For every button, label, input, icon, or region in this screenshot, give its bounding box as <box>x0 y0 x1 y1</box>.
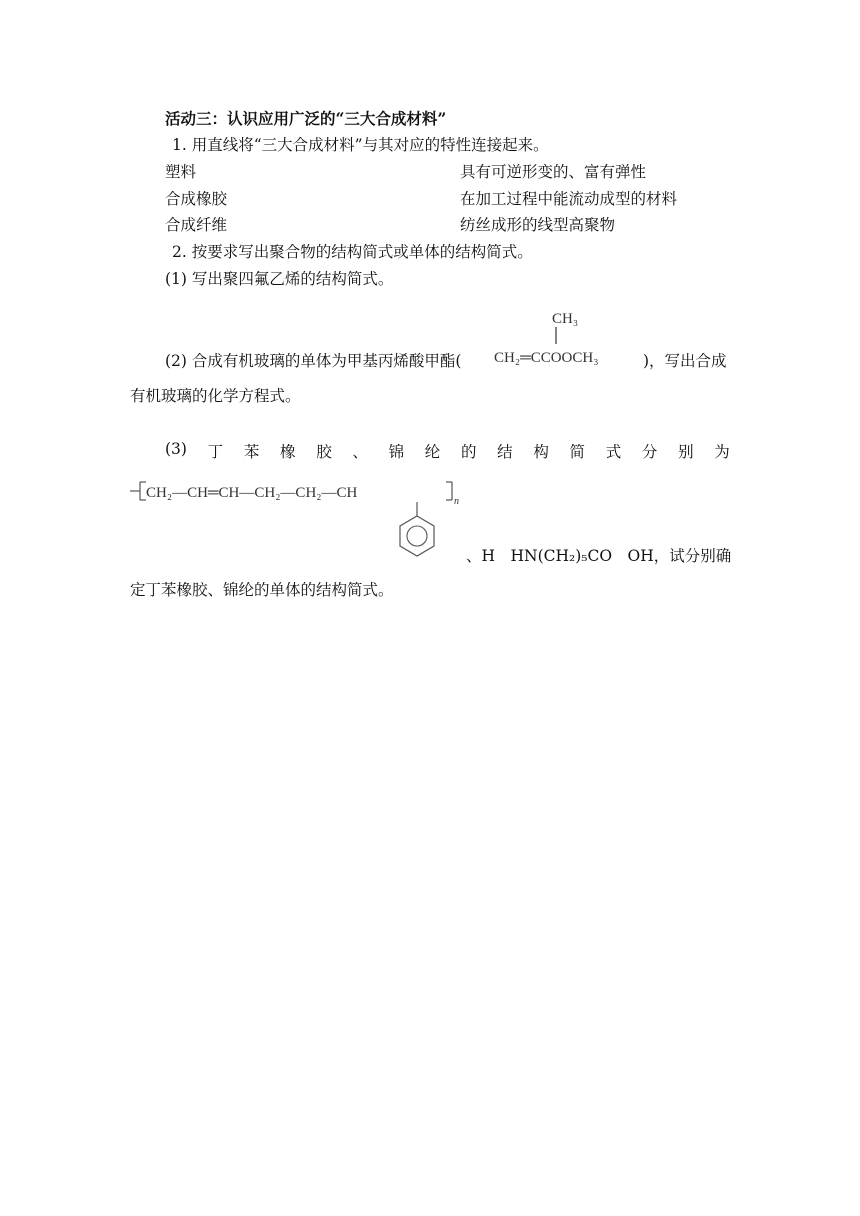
question-2-sub2-after: )，写出合成 <box>643 352 727 370</box>
property-flow-molding: 在加工过程中能流动成型的材料 <box>460 190 678 208</box>
material-fiber: 合成纤维 <box>165 216 228 234</box>
question-2-sub1: (1) 写出聚四氟乙烯的结构简式。 <box>165 270 394 288</box>
activity-title: 活动三：认识应用广泛的“三大合成材料” <box>165 109 447 128</box>
sbr-subscript-n: n <box>454 496 459 507</box>
sbr-structure-formula <box>128 474 478 562</box>
methyl-methacrylate-formula <box>494 306 642 368</box>
property-elastic: 具有可逆形变的、富有弹性 <box>460 163 647 181</box>
question-2-sub3-mid: 、H HN(CH₂)₅CO OH，试分别确 <box>466 547 732 565</box>
question-2-sub3-line2: 定丁苯橡胶、锦纶的单体的结构简式。 <box>130 581 394 599</box>
question-2-sub3-line1: (3) 丁 苯 橡 胶 、 锦 纶 的 结 构 简 式 分 别 为 <box>165 440 730 461</box>
question-1-prompt: 1. 用直线将“三大合成材料”与其对应的特性连接起来。 <box>172 136 549 154</box>
methyl-group: CH₃ <box>552 311 579 327</box>
question-2-prompt: 2. 按要求写出聚合物的结构简式或单体的结构简式。 <box>172 243 533 261</box>
question-2-sub2-before: (2) 合成有机玻璃的单体为甲基丙烯酸甲酯( <box>165 352 462 370</box>
material-rubber: 合成橡胶 <box>165 190 228 208</box>
property-spinning: 纺丝成形的线型高聚物 <box>460 216 616 234</box>
question-2-sub2-line2: 有机玻璃的化学方程式。 <box>130 387 301 405</box>
monomer-main-chain: CH₂═CCOOCH₃ <box>494 350 599 366</box>
material-plastic: 塑料 <box>165 163 197 181</box>
sbr-chain: CH₂—CH═CH—CH₂—CH₂—CH <box>146 485 358 501</box>
benzene-ring-icon <box>400 516 434 556</box>
